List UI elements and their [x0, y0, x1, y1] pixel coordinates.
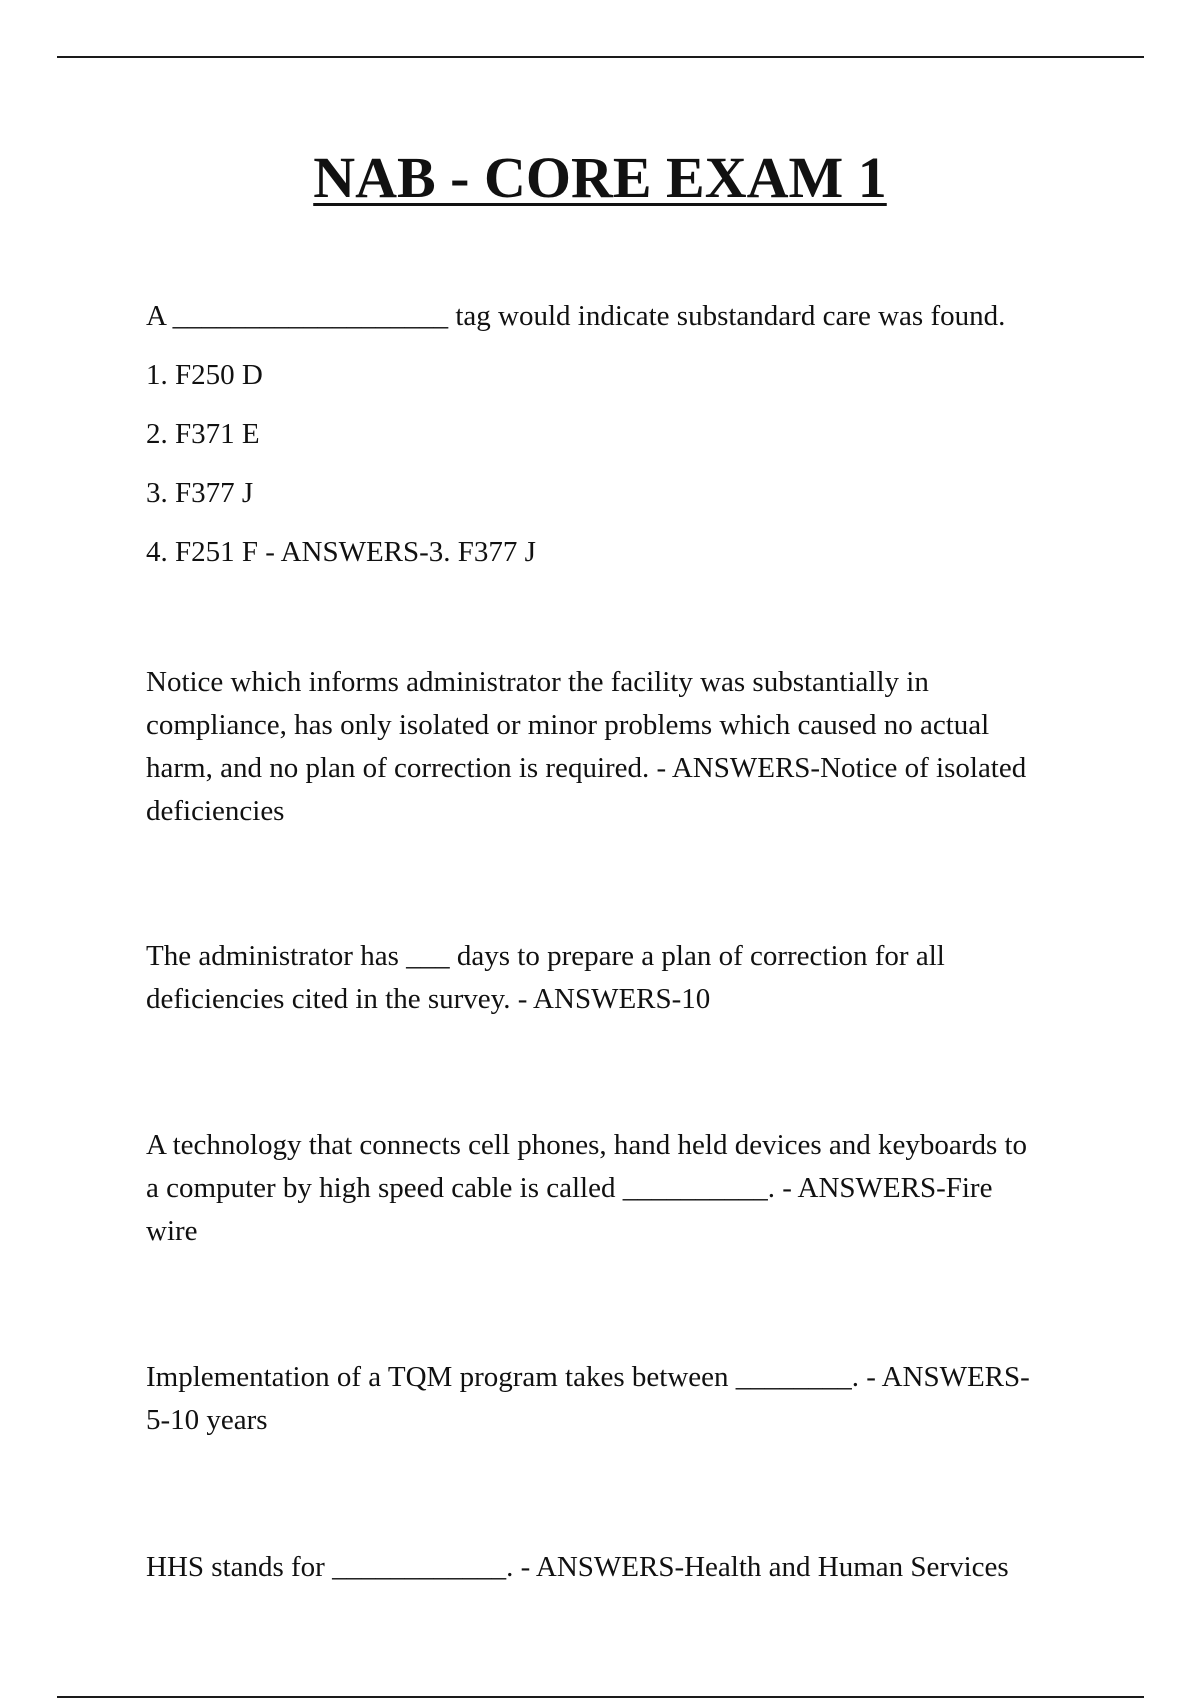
question-6-text: HHS stands for ____________. - ANSWERS-Health and Human Services	[146, 1551, 1009, 1583]
question-1-option-1: 1. F250 D	[146, 359, 263, 391]
question-2-text: Notice which informs administrator the facility was substantially in compliance, has only isolated or minor problems which caused no actual harm, and no plan of correction is required. - ANSWERS-Notice of isolated deficiencies	[146, 666, 1027, 827]
question-1-option-3: 3. F377 J	[146, 477, 254, 509]
page-title-text: NAB - CORE EXAM 1	[313, 145, 887, 210]
question-4-text: A technology that connects cell phones, hand held devices and keyboards to a computer by high speed cable is called __________. - ANSWERS-Fire wire	[146, 1129, 1028, 1247]
top-rule	[57, 56, 1144, 58]
document-body	[146, 295, 1046, 1589]
question-1-option-4: 4. F251 F - ANSWERS-3. F377 J	[146, 536, 536, 568]
question-1-option-2: 2. F371 E	[146, 418, 260, 450]
question-5-text: Implementation of a TQM program takes between ________. - ANSWERS-5-10 years	[146, 1361, 1030, 1436]
question-3-text: The administrator has ___ days to prepare a plan of correction for all deficiencies cited in the survey. - ANSWERS-10	[146, 940, 945, 1015]
bottom-rule	[57, 1696, 1144, 1698]
page-title	[0, 146, 1200, 210]
question-1-text: A ___________________ tag would indicate substandard care was found.	[146, 300, 1006, 332]
